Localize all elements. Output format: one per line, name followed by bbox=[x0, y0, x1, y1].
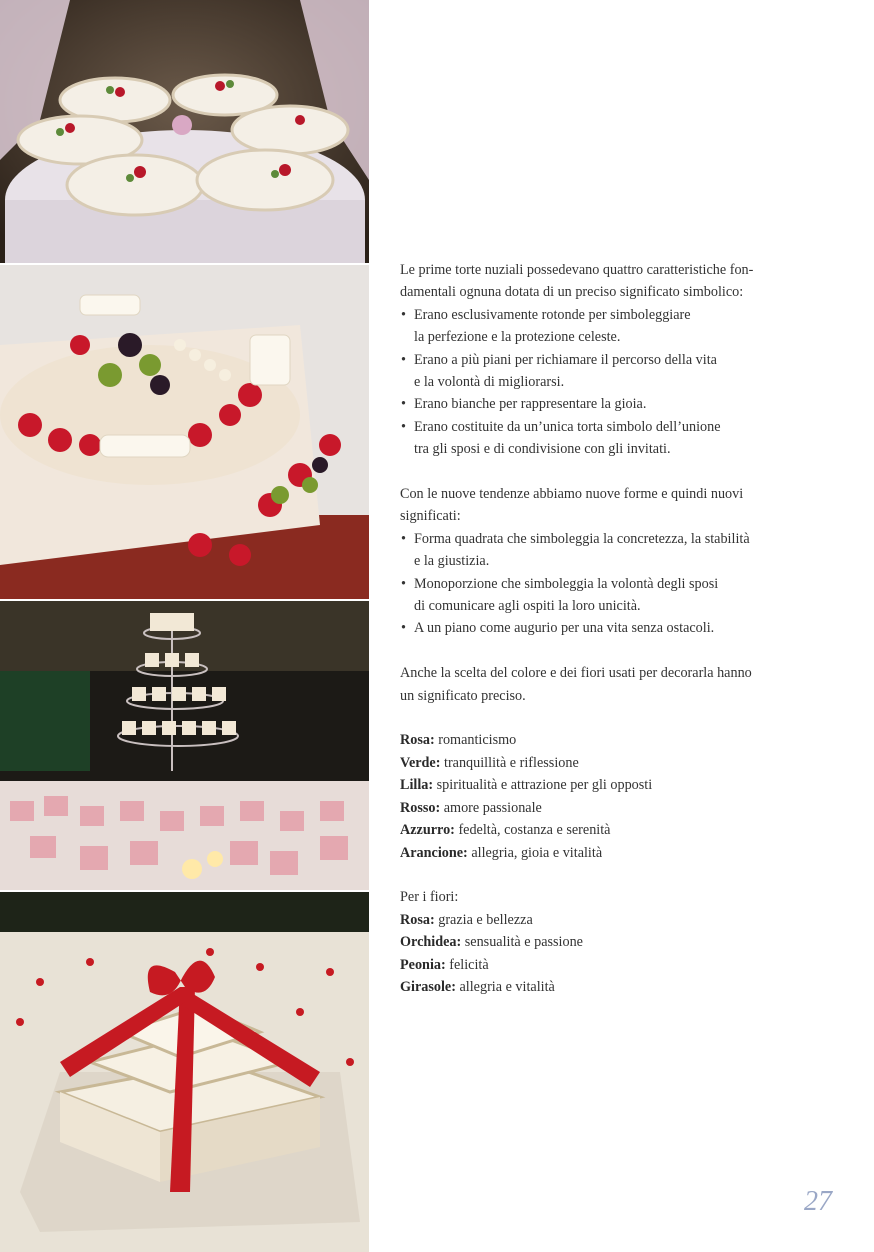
color-term: Azzurro: bbox=[400, 822, 455, 839]
flower-entry-girasole bbox=[400, 976, 850, 998]
colors-intro-paragraph bbox=[400, 662, 850, 707]
bullet-dot: • bbox=[401, 396, 406, 413]
fruit-cake-photo bbox=[0, 265, 369, 599]
bullet-text: Forma quadrata che simboleggia la concretezza, la stabilità bbox=[414, 530, 750, 547]
color-entry-rosa bbox=[400, 729, 850, 751]
bullet-dot: • bbox=[401, 418, 406, 435]
color-entry-lilla bbox=[400, 774, 850, 796]
flower-term: Orchidea: bbox=[400, 934, 462, 951]
flower-meaning: felicità bbox=[445, 956, 489, 973]
color-meaning: allegria, gioia e vitalità bbox=[467, 844, 603, 861]
intro-line-2: damentali ognuna dotata di un preciso significato simbolico: bbox=[400, 284, 744, 301]
bullet-dot: • bbox=[401, 620, 406, 637]
flower-term: Peonia: bbox=[400, 956, 446, 973]
flower-meaning: allegria e vitalità bbox=[455, 978, 555, 995]
flowers-heading: Per i fiori: bbox=[400, 889, 459, 906]
colors-intro-line-1: Anche la scelta del colore e dei fiori usati per decorarla hanno bbox=[400, 665, 752, 682]
bullet-text: Erano costituite da un’unica torta simbolo dell’unione bbox=[414, 418, 721, 435]
color-meaning: spiritualità e attrazione per gli opposti bbox=[433, 777, 653, 794]
intro-bullet-1 bbox=[400, 304, 850, 349]
new-trends-line-2: significati: bbox=[400, 508, 461, 525]
color-meanings-list bbox=[400, 729, 850, 863]
photo-column bbox=[0, 0, 369, 1252]
bullet-dot: • bbox=[401, 575, 406, 592]
bullet-dot: • bbox=[401, 306, 406, 323]
color-term: Lilla: bbox=[400, 777, 434, 794]
cake-tower-photo bbox=[0, 601, 369, 890]
color-term: Arancione: bbox=[400, 844, 468, 861]
color-term: Rosa: bbox=[400, 732, 435, 749]
color-entry-rosso bbox=[400, 797, 850, 819]
bullet-text: Erano esclusivamente rotonde per simboleggiare bbox=[414, 306, 691, 323]
bullet-continuation: la perfezione e la protezione celeste. bbox=[414, 329, 621, 346]
new-trends-bullet-3 bbox=[400, 617, 850, 639]
bullet-dot: • bbox=[401, 530, 406, 547]
intro-line-1: Le prime torte nuziali possedevano quattro caratteristiche fon- bbox=[400, 262, 754, 278]
intro-bullet-4 bbox=[400, 416, 850, 461]
color-term: Verde: bbox=[400, 754, 441, 771]
color-entry-arancione bbox=[400, 842, 850, 864]
page-number: 27 bbox=[804, 1186, 832, 1217]
bullet-text: Erano a più piani per richiamare il percorso della vita bbox=[414, 351, 717, 368]
flower-term: Rosa: bbox=[400, 911, 435, 928]
color-entry-azzurro bbox=[400, 819, 850, 841]
bullet-continuation: tra gli sposi e di condivisione con gli invitati. bbox=[414, 441, 671, 458]
flower-meaning: grazia e bellezza bbox=[434, 911, 533, 928]
color-meaning: fedeltà, costanza e serenità bbox=[454, 822, 611, 839]
bullet-continuation: e la giustizia. bbox=[414, 553, 490, 570]
ribbon-cake-photo bbox=[0, 892, 369, 1252]
color-meaning: tranquillità e riflessione bbox=[440, 754, 579, 771]
color-entry-verde bbox=[400, 752, 850, 774]
new-trends-line-1: Con le nuove tendenze abbiamo nuove forme e quindi nuovi bbox=[400, 486, 744, 503]
bullet-continuation: di comunicare agli ospiti la loro unicità. bbox=[414, 598, 641, 615]
flower-entry-peonia bbox=[400, 954, 850, 976]
new-trends-bullet-1 bbox=[400, 528, 850, 573]
heart-cakes-photo bbox=[0, 0, 369, 263]
bullet-text: Monoporzione che simboleggia la volontà degli sposi bbox=[414, 575, 719, 592]
flower-meaning: sensualità e passione bbox=[461, 934, 583, 951]
bullet-text: Erano bianche per rappresentare la gioia. bbox=[414, 396, 647, 413]
bullet-continuation: e la volontà di migliorarsi. bbox=[414, 374, 565, 391]
bullet-dot: • bbox=[401, 351, 406, 368]
color-meaning: romanticismo bbox=[434, 732, 517, 749]
article-text bbox=[400, 259, 850, 1021]
intro-bullet-3 bbox=[400, 393, 850, 415]
color-term: Rosso: bbox=[400, 799, 441, 816]
intro-bullet-2 bbox=[400, 349, 850, 394]
intro-paragraph bbox=[400, 259, 850, 461]
flower-term: Girasole: bbox=[400, 978, 456, 995]
flower-entry-orchidea bbox=[400, 931, 850, 953]
new-trends-bullet-2 bbox=[400, 573, 850, 618]
color-meaning: amore passionale bbox=[440, 799, 542, 816]
flower-entry-rosa bbox=[400, 909, 850, 931]
flower-meanings-list bbox=[400, 886, 850, 998]
colors-intro-line-2: un significato preciso. bbox=[400, 687, 526, 704]
bullet-text: A un piano come augurio per una vita senza ostacoli. bbox=[414, 620, 715, 637]
new-trends-paragraph bbox=[400, 483, 850, 640]
